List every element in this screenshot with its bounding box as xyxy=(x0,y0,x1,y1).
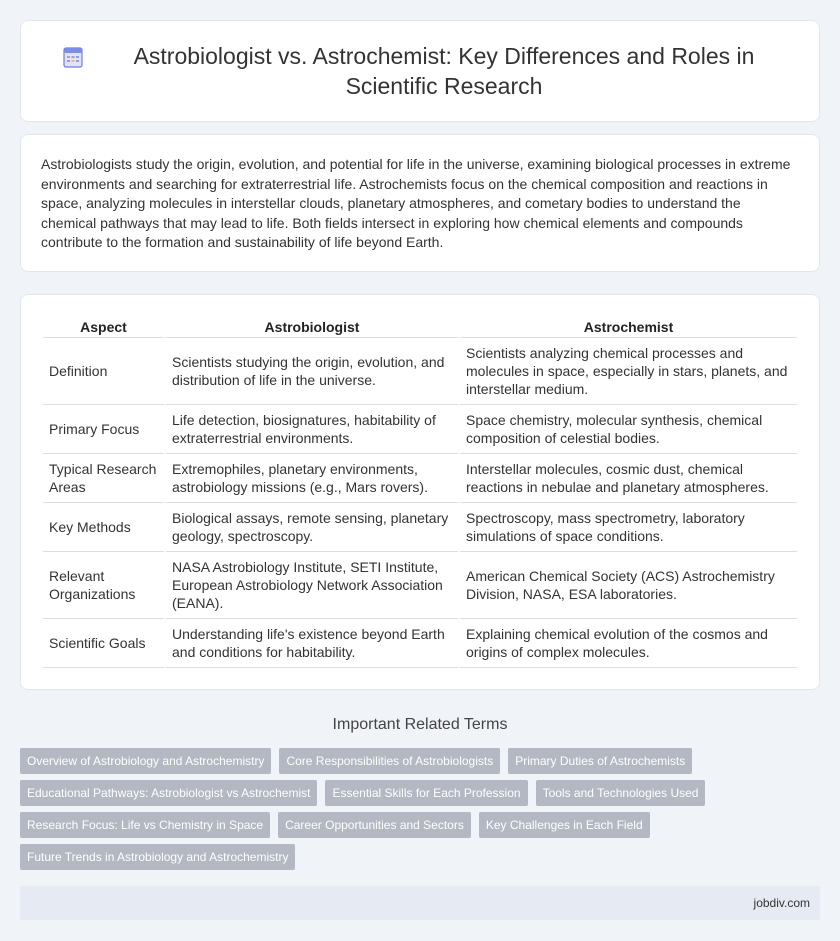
table-header-row xyxy=(43,313,797,338)
aspect-cell: Definition xyxy=(43,338,164,405)
table-row xyxy=(43,338,797,405)
table-row xyxy=(43,405,797,454)
related-tag[interactable]: Core Responsibilities of Astrobiologists xyxy=(279,748,500,774)
astrobiologist-cell: Biological assays, remote sensing, planetary geology, spectroscopy. xyxy=(166,503,458,552)
astrobiologist-cell: Scientists studying the origin, evolution, and distribution of life in the universe. xyxy=(166,338,458,405)
comparison-table-card xyxy=(20,294,820,690)
table-row xyxy=(43,552,797,619)
aspect-cell: Primary Focus xyxy=(43,405,164,454)
astrobiologist-cell: Life detection, biosignatures, habitability of extraterrestrial environments. xyxy=(166,405,458,454)
title-wrap xyxy=(61,41,779,101)
related-tag[interactable]: Educational Pathways: Astrobiologist vs Astrochemist xyxy=(20,780,317,806)
astrochemist-cell: Spectroscopy, mass spectrometry, laboratory simulations of space conditions. xyxy=(460,503,797,552)
table-row xyxy=(43,619,797,668)
page-title: Astrobiologist vs. Astrochemist: Key Differences and Roles in Scientific Research xyxy=(133,43,755,99)
header-astrochemist: Astrochemist xyxy=(460,313,797,338)
astrobiologist-cell: NASA Astrobiology Institute, SETI Institute, European Astrobiology Network Association (EANA). xyxy=(166,552,458,619)
related-tag[interactable]: Overview of Astrobiology and Astrochemistry xyxy=(20,748,271,774)
astrochemist-cell: Interstellar molecules, cosmic dust, chemical reactions in nebulae and planetary atmospheres. xyxy=(460,454,797,503)
footer xyxy=(20,886,820,920)
related-tag[interactable]: Tools and Technologies Used xyxy=(536,780,706,806)
aspect-cell: Scientific Goals xyxy=(43,619,164,668)
aspect-cell: Key Methods xyxy=(43,503,164,552)
astrochemist-cell: Space chemistry, molecular synthesis, chemical composition of celestial bodies. xyxy=(460,405,797,454)
aspect-cell: Relevant Organizations xyxy=(43,552,164,619)
astrochemist-cell: Scientists analyzing chemical processes and molecules in space, especially in stars, planets, and interstellar medium. xyxy=(460,338,797,405)
related-tags xyxy=(0,748,840,870)
astrochemist-cell: Explaining chemical evolution of the cosmos and origins of complex molecules. xyxy=(460,619,797,668)
related-tag[interactable]: Career Opportunities and Sectors xyxy=(278,812,471,838)
related-tag[interactable]: Primary Duties of Astrochemists xyxy=(508,748,692,774)
astrochemist-cell: American Chemical Society (ACS) Astrochemistry Division, NASA, ESA laboratories. xyxy=(460,552,797,619)
related-tag[interactable]: Future Trends in Astrobiology and Astrochemistry xyxy=(20,844,295,870)
header-aspect: Aspect xyxy=(43,313,164,338)
comparison-table xyxy=(41,313,799,668)
related-tag[interactable]: Key Challenges in Each Field xyxy=(479,812,650,838)
related-tag[interactable]: Essential Skills for Each Profession xyxy=(325,780,527,806)
related-terms-section xyxy=(0,716,840,870)
table-row xyxy=(43,454,797,503)
aspect-cell: Typical Research Areas xyxy=(43,454,164,503)
related-terms-title: Important Related Terms xyxy=(332,716,508,733)
header-astrobiologist: Astrobiologist xyxy=(166,313,458,338)
header-card xyxy=(20,20,820,122)
related-tag[interactable]: Research Focus: Life vs Chemistry in Space xyxy=(20,812,270,838)
document-icon xyxy=(61,45,85,69)
table-row xyxy=(43,503,797,552)
astrobiologist-cell: Extremophiles, planetary environments, astrobiology missions (e.g., Mars rovers). xyxy=(166,454,458,503)
footer-site-link[interactable]: jobdiv.com xyxy=(753,896,810,910)
intro-card xyxy=(20,134,820,272)
astrobiologist-cell: Understanding life's existence beyond Earth and conditions for habitability. xyxy=(166,619,458,668)
intro-paragraph: Astrobiologists study the origin, evolution, and potential for life in the universe, examining biological processes in extreme environments and searching for extraterrestrial life. Astrochemists focus on the chemical composition and reactions in space, analyzing molecules in interstellar clouds, planetary atmospheres, and cometary bodies to understand the chemical pathways that may lead to life. Both fields intersect in exploring how chemical elements and compounds contribute to the formation and sustainability of life beyond Earth. xyxy=(41,156,791,250)
